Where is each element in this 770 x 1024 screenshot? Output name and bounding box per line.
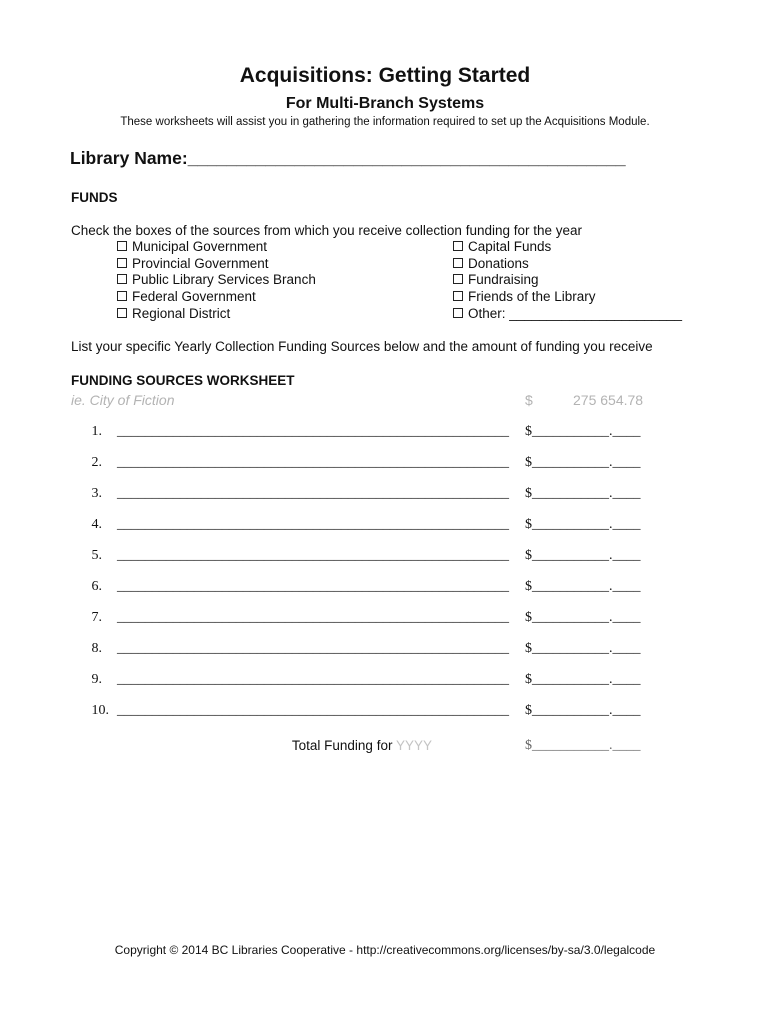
worksheet-heading: FUNDING SOURCES WORKSHEET	[71, 373, 295, 388]
checkbox-icon[interactable]	[117, 258, 127, 268]
row-number: 9.	[91, 672, 102, 687]
row-number: 8.	[91, 641, 102, 656]
checkbox-icon[interactable]	[453, 274, 463, 284]
checkbox-icon[interactable]	[453, 241, 463, 251]
checkbox-icon[interactable]	[453, 291, 463, 301]
funding-amount-line[interactable]: $___________.____	[525, 455, 641, 470]
total-funding-amount[interactable]: $___________.____	[525, 738, 641, 753]
checkbox-donations[interactable]	[453, 256, 529, 271]
funding-source-line[interactable]: ________________________________________________________	[117, 517, 509, 532]
checkbox-label: Friends of the Library	[468, 289, 596, 304]
example-source: ie. City of Fiction	[71, 392, 175, 408]
checkbox-label: Capital Funds	[468, 239, 552, 254]
row-number: 4.	[91, 517, 102, 532]
library-name-label: Library Name:	[70, 148, 188, 168]
funding-source-line[interactable]: ________________________________________________________	[117, 424, 509, 439]
row-number: 5.	[91, 548, 102, 563]
checkbox-capital-funds[interactable]	[453, 239, 551, 254]
funding-amount-line[interactable]: $___________.____	[525, 703, 641, 718]
funding-source-line[interactable]: ________________________________________________________	[117, 486, 509, 501]
row-number: 1.	[91, 424, 102, 439]
checkbox-label: Municipal Government	[132, 239, 268, 254]
example-dollar-sign: $	[525, 392, 533, 408]
funding-amount-line[interactable]: $___________.____	[525, 579, 641, 594]
checkbox-regional-district[interactable]	[117, 306, 230, 321]
checkbox-label: Provincial Government	[132, 256, 269, 271]
row-number: 7.	[91, 610, 102, 625]
row-number: 3.	[91, 486, 102, 501]
checkbox-public-library-services-branch[interactable]	[117, 272, 316, 287]
funding-amount-line[interactable]: $___________.____	[525, 517, 641, 532]
checkbox-provincial-government[interactable]	[117, 256, 269, 271]
funding-source-line[interactable]: ________________________________________________________	[117, 703, 509, 718]
funding-amount-line[interactable]: $___________.____	[525, 672, 641, 687]
intro-text: These worksheets will assist you in gathering the information required to set up the Acquisitions Module.	[120, 116, 650, 128]
row-number: 2.	[91, 455, 102, 470]
library-name-field[interactable]	[70, 148, 626, 169]
funding-source-line[interactable]: ________________________________________________________	[117, 548, 509, 563]
checkbox-federal-government[interactable]	[117, 289, 256, 304]
checkbox-icon[interactable]	[117, 274, 127, 284]
funding-source-line[interactable]: ________________________________________________________	[117, 579, 509, 594]
checkbox-label: Public Library Services Branch	[132, 272, 316, 287]
funding-list-instruction: List your specific Yearly Collection Funding Sources below and the amount of funding you receive	[71, 339, 653, 354]
checkbox-label: Other: _______________________	[468, 306, 682, 321]
library-name-blank[interactable]: _____________________________________________	[187, 148, 626, 168]
row-number: 6.	[91, 579, 102, 594]
checkbox-friends-of-the-library[interactable]	[453, 289, 596, 304]
document-subtitle: For Multi-Branch Systems	[285, 95, 485, 112]
funding-amount-line[interactable]: $___________.____	[525, 610, 641, 625]
funding-source-line[interactable]: ________________________________________________________	[117, 641, 509, 656]
checkbox-fundraising[interactable]	[453, 272, 539, 287]
row-number: 10.	[91, 703, 109, 718]
funding-amount-line[interactable]: $___________.____	[525, 486, 641, 501]
checkbox-icon[interactable]	[453, 308, 463, 318]
funds-heading: FUNDS	[71, 190, 118, 205]
funds-instruction: Check the boxes of the sources from which you receive collection funding for the year	[71, 223, 583, 238]
checkbox-label: Federal Government	[132, 289, 256, 304]
example-amount: 275 654.78	[573, 392, 644, 408]
checkbox-icon[interactable]	[117, 241, 127, 251]
document-title: Acquisitions: Getting Started	[239, 64, 531, 87]
copyright-footer: Copyright © 2014 BC Libraries Cooperative - http://creativecommons.org/licenses/by-sa/3.0/legalcode	[114, 943, 656, 957]
funding-amount-line[interactable]: $___________.____	[525, 641, 641, 656]
checkbox-municipal-government[interactable]	[117, 239, 267, 254]
funding-source-line[interactable]: ________________________________________________________	[117, 610, 509, 625]
total-funding-label	[292, 738, 432, 753]
funding-source-line[interactable]: ________________________________________________________	[117, 455, 509, 470]
checkbox-icon[interactable]	[117, 291, 127, 301]
checkbox-label: Fundraising	[468, 272, 539, 287]
total-funding-year[interactable]: YYYY	[395, 738, 432, 753]
checkbox-other[interactable]	[453, 306, 682, 321]
funding-amount-line[interactable]: $___________.____	[525, 548, 641, 563]
total-funding-text: Total Funding for	[291, 738, 393, 753]
checkbox-icon[interactable]	[117, 308, 127, 318]
funding-amount-line[interactable]: $___________.____	[525, 424, 641, 439]
checkbox-label: Regional District	[132, 306, 231, 321]
funding-source-line[interactable]: ________________________________________________________	[117, 672, 509, 687]
checkbox-label: Donations	[468, 256, 529, 271]
checkbox-icon[interactable]	[453, 258, 463, 268]
